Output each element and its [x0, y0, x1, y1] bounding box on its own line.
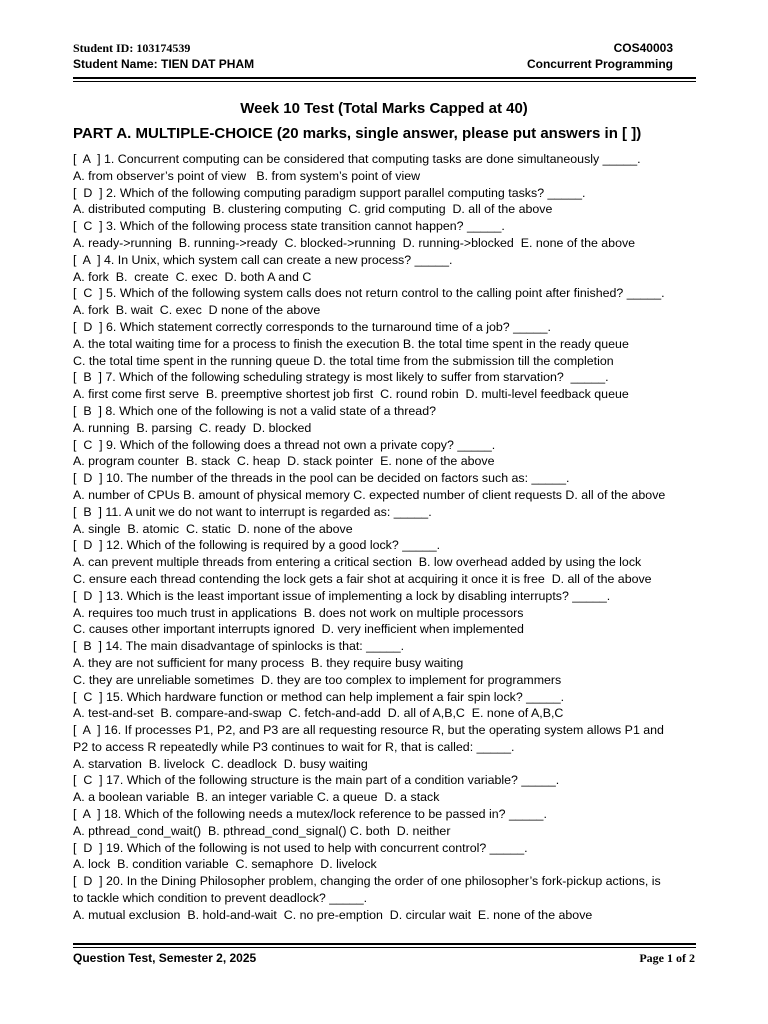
- answer-options-line: A. running B. parsing C. ready D. blocked: [73, 420, 312, 435]
- answer-options-line: C. ensure each thread contending the lock gets a fair shot at acquiring it once it is free D. all of the above: [73, 571, 652, 586]
- student-id: Student ID: 103174539: [73, 41, 191, 55]
- answer-options-line: A. fork B. create C. exec D. both A and C: [73, 269, 312, 284]
- header-divider-thin: [73, 81, 696, 82]
- answer-options-line: A. number of CPUs B. amount of physical memory C. expected number of client requests D. all of the above: [73, 487, 666, 502]
- answer-options-line: to tackle which condition to prevent deadlock? _____.: [73, 891, 368, 906]
- question-line: [ D ] 20. In the Dining Philosopher problem, changing the order of one philosopher’s fork-pickup actions, is: [73, 874, 661, 889]
- course-code: COS40003: [613, 41, 673, 55]
- footer-semester: Question Test, Semester 2, 2025: [73, 951, 257, 965]
- question-line: [ C ] 9. Which of the following does a thread not own a private copy? _____.: [73, 437, 496, 452]
- answer-options-line: A. distributed computing B. clustering computing C. grid computing D. all of the above: [73, 202, 553, 217]
- part-title: PART A. MULTIPLE-CHOICE (20 marks, single answer, please put answers in [ ]): [73, 125, 642, 142]
- question-line: [ B ] 8. Which one of the following is not a valid state of a thread?: [73, 403, 436, 418]
- question-line: [ B ] 11. A unit we do not want to interrupt is regarded as: _____.: [73, 504, 432, 519]
- answer-options-line: A. from observer’s point of view B. from system’s point of view: [73, 168, 421, 183]
- question-line: [ A ] 18. Which of the following needs a mutex/lock reference to be passed in? _____.: [73, 807, 547, 822]
- header-divider: [73, 77, 696, 79]
- student-info: [73, 40, 254, 72]
- answer-options-line: C. causes other important interrupts ignored D. very inefficient when implemented: [73, 622, 524, 637]
- question-line: [ D ] 2. Which of the following computing paradigm support parallel computing tasks? _____.: [73, 185, 586, 200]
- answer-options-line: A. test-and-set B. compare-and-swap C. fetch-and-add D. all of A,B,C E. none of A,B,C: [73, 706, 564, 721]
- question-line: [ C ] 5. Which of the following system calls does not return control to the calling point after finished? _____.: [73, 286, 665, 301]
- question-line: [ A ] 16. If processes P1, P2, and P3 are all requesting resource R, but the operating system allows P1 and: [73, 723, 664, 738]
- answer-options-line: A. lock B. condition variable C. semaphore D. livelock: [73, 857, 377, 872]
- question-line: [ A ] 4. In Unix, which system call can create a new process? _____.: [73, 252, 453, 267]
- answer-options-line: A. they are not sufficient for many process B. they require busy waiting: [73, 655, 464, 670]
- question-line: [ A ] 1. Concurrent computing can be considered that computing tasks are done simultaneously _____.: [73, 152, 641, 166]
- answer-options-line: P2 to access R repeatedly while P3 continues to wait for R, that is called: _____.: [73, 739, 515, 754]
- page-number: Page 1 of 2: [639, 951, 695, 965]
- answer-options-line: A. single B. atomic C. static D. none of the above: [73, 521, 353, 536]
- student-name: Student Name: TIEN DAT PHAM: [73, 57, 255, 71]
- footer-divider-thin: [73, 947, 696, 948]
- answer-options-line: A. can prevent multiple threads from entering a critical section B. low overhead added by using the lock: [73, 555, 642, 570]
- answer-options-line: A. requires too much trust in applications B. does not work on multiple processors: [73, 605, 524, 620]
- course-info: [527, 40, 673, 72]
- answer-options-line: A. ready->running B. running->ready C. blocked->running D. running->blocked E. none of the above: [73, 235, 636, 250]
- question-line: [ D ] 10. The number of the threads in the pool can be decided on factors such as: _____.: [73, 471, 570, 486]
- question-line: [ C ] 17. Which of the following structure is the main part of a condition variable? _____.: [73, 773, 560, 788]
- question-list: [73, 151, 703, 924]
- answer-options-line: C. they are unreliable sometimes D. they are too complex to implement for programmers: [73, 672, 562, 687]
- footer-divider: [73, 943, 696, 945]
- course-name: Concurrent Programming: [526, 57, 673, 71]
- answer-options-line: A. a boolean variable B. an integer variable C. a queue D. a stack: [73, 790, 440, 805]
- question-line: [ B ] 7. Which of the following scheduling strategy is most likely to suffer from starvation? _____.: [73, 370, 609, 385]
- answer-options-line: A. the total waiting time for a process to finish the execution B. the total time spent in the ready queue: [73, 336, 629, 351]
- question-line: [ B ] 14. The main disadvantage of spinlocks is that: _____.: [73, 639, 405, 654]
- question-line: [ D ] 13. Which is the least important issue of implementing a lock by disabling interrupts? _____.: [73, 588, 611, 603]
- answer-options-line: A. pthread_cond_wait() B. pthread_cond_signal() C. both D. neither: [73, 823, 451, 838]
- answer-options-line: A. first come first serve B. preemptive shortest job first C. round robin D. multi-level feedback queue: [73, 387, 629, 402]
- question-line: [ C ] 3. Which of the following process state transition cannot happen? _____.: [73, 219, 505, 234]
- question-line: [ C ] 15. Which hardware function or method can help implement a fair spin lock? _____.: [73, 689, 565, 704]
- question-line: [ D ] 6. Which statement correctly corresponds to the turnaround time of a job? _____.: [73, 319, 551, 334]
- answer-options-line: C. the total time spent in the running queue D. the total time from the submission till the completion: [73, 353, 614, 368]
- question-line: [ D ] 12. Which of the following is required by a good lock? _____.: [73, 538, 441, 553]
- answer-options-line: A. program counter B. stack C. heap D. stack pointer E. none of the above: [73, 454, 495, 469]
- answer-options-line: A. starvation B. livelock C. deadlock D. busy waiting: [73, 756, 368, 771]
- question-line: [ D ] 19. Which of the following is not used to help with concurrent control? _____.: [73, 840, 528, 855]
- answer-options-line: A. fork B. wait C. exec D none of the above: [73, 303, 321, 318]
- answer-options-line: A. mutual exclusion B. hold-and-wait C. no pre-emption D. circular wait E. none of the above: [73, 907, 593, 922]
- test-title: Week 10 Test (Total Marks Capped at 40): [240, 100, 528, 117]
